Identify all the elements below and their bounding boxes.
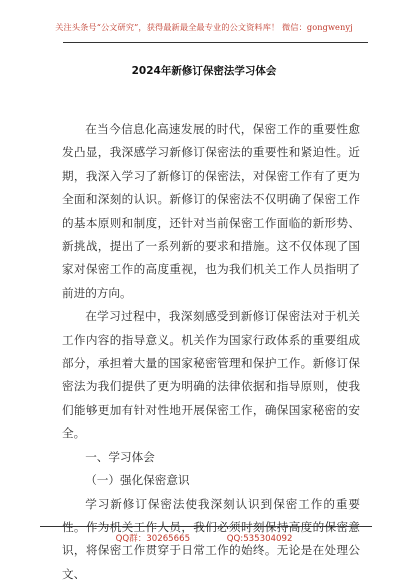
document-body bbox=[62, 118, 360, 586]
subsection-heading: （一）强化保密意识 bbox=[62, 469, 360, 492]
document-title: 2024年新修订保密法学习体会 bbox=[0, 63, 408, 78]
footer bbox=[0, 532, 408, 544]
paragraph-1: 在当今信息化高速发展的时代，保密工作的重要性愈发凸显，我深感学习新修订保密法的重要性和紧迫性。近期，我深入学习了新修订的保密法，对保密工作有了更为全面和深刻的认识。新修订的保密法不仅明确了保密工作的基本原则和制度，还针对当前保密工作面临的新形势、新挑战，提出了一系列新的要求和措施。这不仅体现了国家对保密工作的高度重视，也为我们机关工作人员指明了前进的方向。 bbox=[62, 118, 360, 305]
footer-divider bbox=[40, 526, 372, 527]
paragraph-3: 学习新修订保密法使我深刻认识到保密工作的重要性。作为机关工作人员，我们必须时刻保持高度的保密意识，将保密工作贯穿于日常工作的始终。无论是在处理公文、 bbox=[62, 493, 360, 586]
section-heading: 一、学习体会 bbox=[62, 446, 360, 469]
header-note: 关注头条号“公文研究”，获得最新最全最专业的公文资料库！ 微信：gongwenyj bbox=[0, 22, 408, 33]
paragraph-2: 在学习过程中，我深刻感受到新修订保密法对于机关工作内容的指导意义。机关作为国家行政体系的重要组成部分，承担着大量的国家秘密管理和保护工作。新修订保密法为我们提供了更为明确的法律依据和指导原则，使我们能够更加有针对性地开展保密工作，确保国家秘密的安全。 bbox=[62, 305, 360, 445]
header-divider bbox=[63, 42, 368, 43]
footer-qq-group: QQ群：30265665 bbox=[116, 534, 190, 544]
footer-qq-contact: QQ:535304092 bbox=[227, 534, 293, 544]
